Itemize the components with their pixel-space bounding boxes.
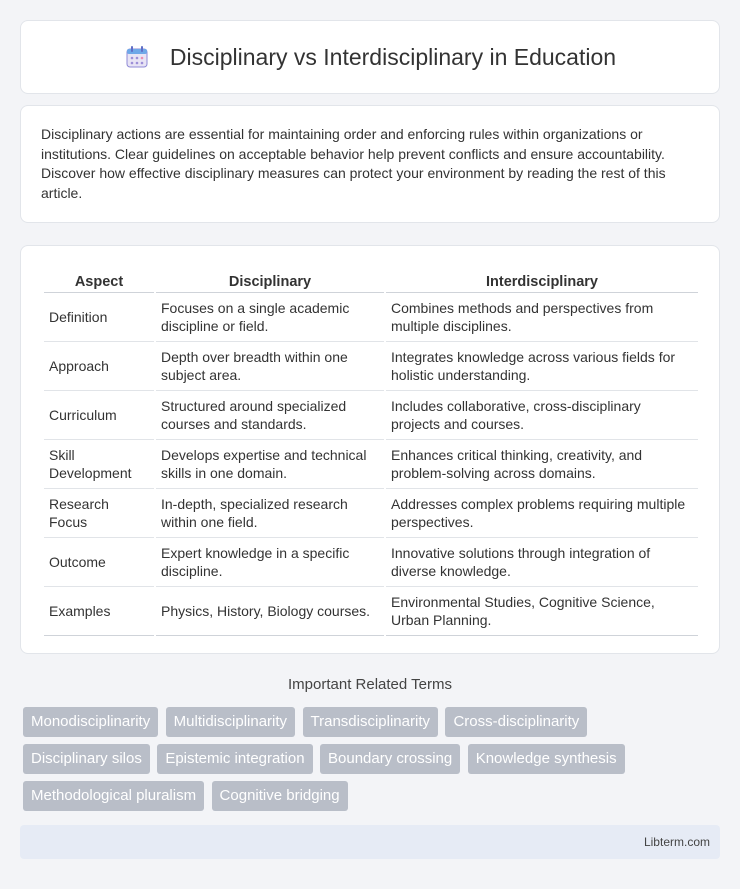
- table-row: [44, 538, 698, 587]
- related-term-tag[interactable]: Knowledge synthesis: [468, 744, 625, 774]
- table-row: [44, 391, 698, 440]
- comparison-table: [42, 266, 700, 636]
- table-cell-aspect: Curriculum: [44, 391, 154, 440]
- column-header-aspect: Aspect: [44, 266, 154, 293]
- table-row: [44, 293, 698, 342]
- table-cell-aspect: Skill Development: [44, 440, 154, 489]
- table-row: [44, 587, 698, 636]
- table-cell-aspect: Approach: [44, 342, 154, 391]
- table-cell-interdisciplinary: Enhances critical thinking, creativity, and problem-solving across domains.: [386, 440, 698, 489]
- calendar-icon: [124, 44, 150, 70]
- table-cell-aspect: Outcome: [44, 538, 154, 587]
- footer-site-link[interactable]: Libterm.com: [643, 835, 710, 849]
- table-row: [44, 440, 698, 489]
- table-cell-interdisciplinary: Addresses complex problems requiring multiple perspectives.: [386, 489, 698, 538]
- intro-text: Disciplinary actions are essential for maintaining order and enforcing rules within organizations or institutions. Clear guidelines on acceptable behavior help prevent conflicts and ensure accountability. Discover how effective disciplinary measures can protect your environment by reading the rest of this article.: [41, 126, 666, 201]
- table-row: [44, 489, 698, 538]
- table-cell-interdisciplinary: Combines methods and perspectives from multiple disciplines.: [386, 293, 698, 342]
- table-cell-disciplinary: Physics, History, Biology courses.: [156, 587, 384, 636]
- comparison-table-card: [20, 245, 720, 654]
- table-row: [44, 342, 698, 391]
- table-cell-disciplinary: In-depth, specialized research within one field.: [156, 489, 384, 538]
- related-term-tag[interactable]: Cross-disciplinarity: [445, 707, 587, 737]
- table-cell-interdisciplinary: Environmental Studies, Cognitive Science, Urban Planning.: [386, 587, 698, 636]
- table-cell-disciplinary: Develops expertise and technical skills in one domain.: [156, 440, 384, 489]
- table-header-row: [44, 266, 698, 293]
- related-terms-title: Important Related Terms: [288, 676, 452, 693]
- table-cell-disciplinary: Depth over breadth within one subject area.: [156, 342, 384, 391]
- column-header-interdisciplinary: Interdisciplinary: [386, 266, 698, 293]
- related-term-tag[interactable]: Methodological pluralism: [23, 781, 204, 811]
- footer: [20, 825, 720, 859]
- related-term-tag[interactable]: Cognitive bridging: [212, 781, 348, 811]
- table-cell-interdisciplinary: Integrates knowledge across various fields for holistic understanding.: [386, 342, 698, 391]
- column-header-disciplinary: Disciplinary: [156, 266, 384, 293]
- page-title: Disciplinary vs Interdisciplinary in Education: [169, 43, 617, 70]
- header-card: [20, 20, 720, 94]
- table-cell-aspect: Definition: [44, 293, 154, 342]
- related-term-tag[interactable]: Epistemic integration: [157, 744, 312, 774]
- related-term-tag[interactable]: Disciplinary silos: [23, 744, 150, 774]
- table-cell-interdisciplinary: Innovative solutions through integration of diverse knowledge.: [386, 538, 698, 587]
- table-cell-interdisciplinary: Includes collaborative, cross-disciplinary projects and courses.: [386, 391, 698, 440]
- table-cell-disciplinary: Structured around specialized courses and standards.: [156, 391, 384, 440]
- related-term-tag[interactable]: Monodisciplinarity: [23, 707, 158, 737]
- intro-card: [20, 105, 720, 223]
- related-term-tag[interactable]: Multidisciplinarity: [166, 707, 295, 737]
- related-term-tag[interactable]: Boundary crossing: [320, 744, 460, 774]
- table-cell-disciplinary: Focuses on a single academic discipline or field.: [156, 293, 384, 342]
- table-cell-aspect: Examples: [44, 587, 154, 636]
- table-cell-disciplinary: Expert knowledge in a specific discipline.: [156, 538, 384, 587]
- related-term-tag[interactable]: Transdisciplinarity: [303, 707, 438, 737]
- table-cell-aspect: Research Focus: [44, 489, 154, 538]
- related-terms-list: [23, 707, 723, 818]
